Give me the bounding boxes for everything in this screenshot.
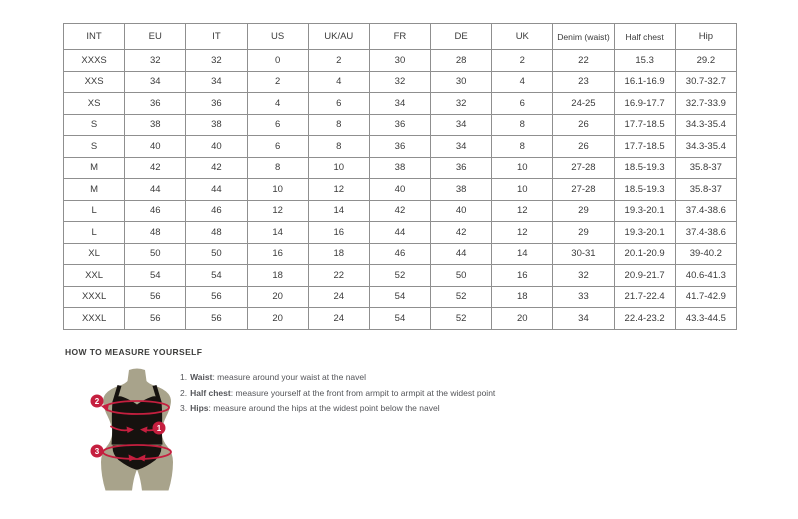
table-cell: 42 xyxy=(369,200,430,222)
table-cell: 30 xyxy=(369,50,430,72)
instruction-text: : measure yourself at the front from armpit to armpit at the widest point xyxy=(230,387,496,398)
table-cell: 32 xyxy=(369,71,430,93)
table-cell: 8 xyxy=(492,114,553,136)
table-cell: 42 xyxy=(125,157,186,179)
table-cell: 34 xyxy=(553,308,614,330)
table-cell: L xyxy=(64,222,125,244)
table-cell: 12 xyxy=(492,200,553,222)
table-cell: 29.2 xyxy=(675,50,736,72)
table-cell: XXXL xyxy=(64,308,125,330)
table-cell: 20.1-20.9 xyxy=(614,243,675,265)
table-cell: 16 xyxy=(308,222,369,244)
table-row xyxy=(64,308,737,330)
table-cell: XXXS xyxy=(64,50,125,72)
table-cell: 18 xyxy=(247,265,308,287)
table-cell: 28 xyxy=(431,50,492,72)
column-header: FR xyxy=(369,24,430,50)
table-cell: 52 xyxy=(369,265,430,287)
table-cell: 29 xyxy=(553,222,614,244)
table-cell: 34 xyxy=(369,93,430,115)
table-cell: 10 xyxy=(492,179,553,201)
table-cell: XL xyxy=(64,243,125,265)
mannequin-illustration xyxy=(84,368,190,493)
badge-1 xyxy=(153,422,166,435)
table-cell: 23 xyxy=(553,71,614,93)
table-row xyxy=(64,265,737,287)
table-cell: 50 xyxy=(186,243,247,265)
size-chart-body xyxy=(64,50,737,330)
table-cell: 46 xyxy=(369,243,430,265)
table-cell: 10 xyxy=(308,157,369,179)
column-header: Hip xyxy=(675,24,736,50)
table-cell: 29 xyxy=(553,200,614,222)
measurement-figure xyxy=(84,368,190,493)
table-cell: 34 xyxy=(186,71,247,93)
measure-instruction xyxy=(180,386,600,402)
table-cell: 34 xyxy=(125,71,186,93)
table-cell: 46 xyxy=(186,200,247,222)
table-cell: 32 xyxy=(431,93,492,115)
table-cell: 56 xyxy=(186,286,247,308)
table-cell: 39-40.2 xyxy=(675,243,736,265)
table-cell: 6 xyxy=(247,114,308,136)
table-cell: 32 xyxy=(553,265,614,287)
table-cell: 20.9-21.7 xyxy=(614,265,675,287)
column-header: Half chest xyxy=(614,24,675,50)
table-cell: 32 xyxy=(125,50,186,72)
table-cell: 30.7-32.7 xyxy=(675,71,736,93)
table-cell: 38 xyxy=(369,157,430,179)
table-cell: 52 xyxy=(431,286,492,308)
table-cell: 20 xyxy=(247,308,308,330)
table-cell: 21.7-22.4 xyxy=(614,286,675,308)
table-cell: 54 xyxy=(369,286,430,308)
column-header: UK xyxy=(492,24,553,50)
column-header: UK/AU xyxy=(308,24,369,50)
table-cell: 32 xyxy=(186,50,247,72)
table-cell: 18.5-19.3 xyxy=(614,157,675,179)
table-cell: 8 xyxy=(492,136,553,158)
table-row xyxy=(64,243,737,265)
table-cell: 48 xyxy=(186,222,247,244)
instruction-text: : measure around the hips at the widest point below the navel xyxy=(208,403,440,413)
table-cell: 44 xyxy=(431,243,492,265)
instruction-label: Hips xyxy=(190,403,209,413)
table-cell: 40 xyxy=(186,136,247,158)
table-cell: 6 xyxy=(308,93,369,115)
table-cell: 18.5-19.3 xyxy=(614,179,675,201)
table-cell: 42 xyxy=(186,157,247,179)
instruction-text: : measure around your waist at the navel xyxy=(212,372,367,382)
measure-instruction xyxy=(180,401,600,417)
table-cell: 22.4-23.2 xyxy=(614,308,675,330)
table-cell: 40.6-41.3 xyxy=(675,265,736,287)
table-cell: 17.7-18.5 xyxy=(614,114,675,136)
header-row xyxy=(64,24,737,50)
table-cell: 24 xyxy=(308,286,369,308)
table-cell: 16 xyxy=(247,243,308,265)
table-cell: 16 xyxy=(492,265,553,287)
table-cell: 54 xyxy=(125,265,186,287)
table-cell: 17.7-18.5 xyxy=(614,136,675,158)
table-cell: 26 xyxy=(553,114,614,136)
table-cell: S xyxy=(64,114,125,136)
badge-2 xyxy=(91,395,104,408)
table-cell: 24 xyxy=(308,308,369,330)
table-cell: 26 xyxy=(553,136,614,158)
table-cell: 32.7-33.9 xyxy=(675,93,736,115)
table-cell: 16.1-16.9 xyxy=(614,71,675,93)
table-cell: 56 xyxy=(125,286,186,308)
table-cell: 37.4-38.6 xyxy=(675,222,736,244)
column-header: DE xyxy=(431,24,492,50)
table-cell: 16.9-17.7 xyxy=(614,93,675,115)
size-chart-header xyxy=(64,24,737,50)
table-cell: 38 xyxy=(125,114,186,136)
table-cell: 4 xyxy=(308,71,369,93)
table-cell: 18 xyxy=(492,286,553,308)
table-cell: M xyxy=(64,157,125,179)
table-cell: 40 xyxy=(431,200,492,222)
table-cell: 0 xyxy=(247,50,308,72)
table-cell: 54 xyxy=(186,265,247,287)
badge-2-number: 2 xyxy=(94,397,100,406)
table-cell: 36 xyxy=(431,157,492,179)
badge-3-number: 3 xyxy=(94,447,100,456)
table-row xyxy=(64,136,737,158)
table-cell: 20 xyxy=(492,308,553,330)
table-row xyxy=(64,71,737,93)
table-cell: 10 xyxy=(247,179,308,201)
table-row xyxy=(64,50,737,72)
measure-instruction xyxy=(180,370,600,386)
table-row xyxy=(64,286,737,308)
table-cell: 54 xyxy=(369,308,430,330)
column-header: EU xyxy=(125,24,186,50)
table-cell: 24-25 xyxy=(553,93,614,115)
table-cell: 33 xyxy=(553,286,614,308)
table-row xyxy=(64,157,737,179)
table-cell: 8 xyxy=(247,157,308,179)
instruction-label: Half chest xyxy=(190,387,231,398)
table-cell: 20 xyxy=(247,286,308,308)
table-cell: 38 xyxy=(431,179,492,201)
table-row xyxy=(64,222,737,244)
size-chart-table xyxy=(63,23,737,330)
table-cell: 50 xyxy=(125,243,186,265)
table-cell: 44 xyxy=(125,179,186,201)
table-cell: 30-31 xyxy=(553,243,614,265)
measure-instructions xyxy=(180,370,600,417)
table-cell: 37.4-38.6 xyxy=(675,200,736,222)
measure-section-title: HOW TO MEASURE YOURSELF xyxy=(65,347,203,357)
table-cell: 44 xyxy=(186,179,247,201)
table-cell: 14 xyxy=(247,222,308,244)
table-cell: 56 xyxy=(186,308,247,330)
table-cell: 12 xyxy=(308,179,369,201)
table-cell: 38 xyxy=(186,114,247,136)
instruction-number: 1. xyxy=(180,372,188,382)
table-cell: 14 xyxy=(308,200,369,222)
table-cell: XS xyxy=(64,93,125,115)
badge-3 xyxy=(91,445,104,458)
table-cell: 40 xyxy=(125,136,186,158)
table-cell: XXL xyxy=(64,265,125,287)
table-cell: 41.7-42.9 xyxy=(675,286,736,308)
table-cell: L xyxy=(64,200,125,222)
table-cell: 2 xyxy=(247,71,308,93)
table-cell: 12 xyxy=(492,222,553,244)
table-cell: 34.3-35.4 xyxy=(675,114,736,136)
table-cell: 56 xyxy=(125,308,186,330)
table-cell: XXS xyxy=(64,71,125,93)
table-cell: 19.3-20.1 xyxy=(614,222,675,244)
table-cell: 40 xyxy=(369,179,430,201)
table-cell: 36 xyxy=(125,93,186,115)
table-row xyxy=(64,114,737,136)
table-cell: 52 xyxy=(431,308,492,330)
table-cell: 27-28 xyxy=(553,157,614,179)
table-cell: 22 xyxy=(553,50,614,72)
table-cell: 8 xyxy=(308,114,369,136)
table-cell: S xyxy=(64,136,125,158)
table-cell: 4 xyxy=(492,71,553,93)
instruction-number: 3. xyxy=(180,403,188,413)
table-cell: XXXL xyxy=(64,286,125,308)
table-cell: 12 xyxy=(247,200,308,222)
table-row xyxy=(64,179,737,201)
instruction-number: 2. xyxy=(180,387,188,398)
table-cell: 4 xyxy=(247,93,308,115)
table-cell: 10 xyxy=(492,157,553,179)
column-header: IT xyxy=(186,24,247,50)
table-cell: 43.3-44.5 xyxy=(675,308,736,330)
table-row xyxy=(64,93,737,115)
table-cell: 36 xyxy=(369,136,430,158)
table-cell: 34 xyxy=(431,136,492,158)
table-cell: 2 xyxy=(492,50,553,72)
column-header: US xyxy=(247,24,308,50)
table-cell: M xyxy=(64,179,125,201)
table-cell: 18 xyxy=(308,243,369,265)
table-row xyxy=(64,200,737,222)
table-cell: 27-28 xyxy=(553,179,614,201)
table-cell: 46 xyxy=(125,200,186,222)
table-cell: 36 xyxy=(369,114,430,136)
table-cell: 42 xyxy=(431,222,492,244)
table-cell: 15.3 xyxy=(614,50,675,72)
table-cell: 6 xyxy=(492,93,553,115)
column-header: INT xyxy=(64,24,125,50)
table-cell: 19.3-20.1 xyxy=(614,200,675,222)
table-cell: 35.8-37 xyxy=(675,179,736,201)
badge-1-number: 1 xyxy=(156,424,162,433)
table-cell: 14 xyxy=(492,243,553,265)
table-cell: 6 xyxy=(247,136,308,158)
table-cell: 30 xyxy=(431,71,492,93)
table-cell: 48 xyxy=(125,222,186,244)
table-cell: 44 xyxy=(369,222,430,244)
table-cell: 34 xyxy=(431,114,492,136)
table-cell: 2 xyxy=(308,50,369,72)
column-header: Denim (waist) xyxy=(553,24,614,50)
table-cell: 50 xyxy=(431,265,492,287)
table-cell: 22 xyxy=(308,265,369,287)
table-cell: 35.8-37 xyxy=(675,157,736,179)
instruction-label: Waist xyxy=(190,372,213,382)
table-cell: 34.3-35.4 xyxy=(675,136,736,158)
table-cell: 8 xyxy=(308,136,369,158)
table-cell: 36 xyxy=(186,93,247,115)
